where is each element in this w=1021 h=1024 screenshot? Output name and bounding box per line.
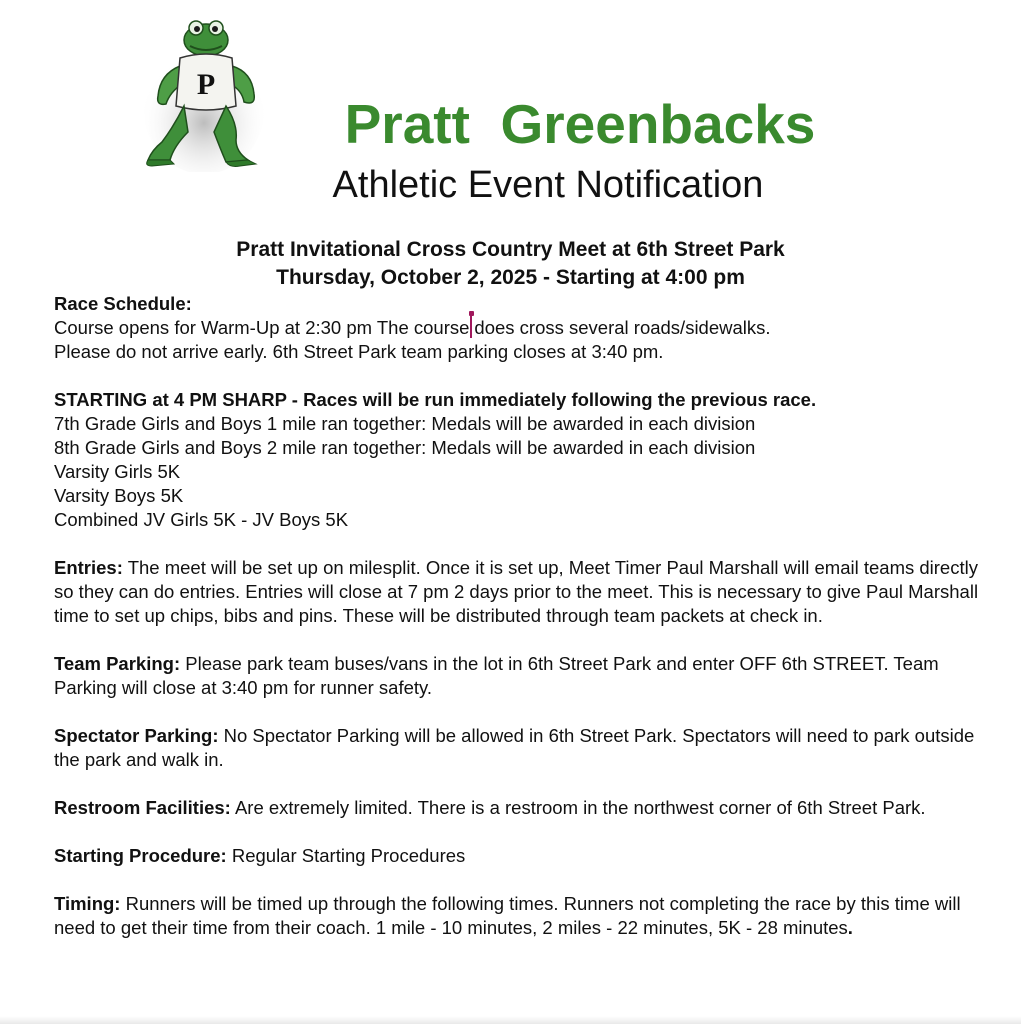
race-item: Varsity Boys 5K [54,485,184,506]
spectator-parking-section [54,724,984,772]
mascot-letter: P [196,68,216,101]
starting-procedure-text: Regular Starting Procedures [226,845,466,866]
team-parking-text: Please park team buses/vans in the lot in 6th Street Park and enter OFF 6th STREET. Team Parking will close at 3:40 pm for runner safety. [54,653,939,698]
school-name: Pratt Greenbacks [344,93,816,155]
race-schedule-line-1 [54,316,984,340]
event-date: Thursday, October 2, 2025 - Starting at 4:00 pm [276,266,745,289]
race-item: Varsity Girls 5K [54,461,181,482]
race-schedule-label: Race Schedule: [54,293,192,314]
team-parking-section [54,652,984,700]
entries-section [54,556,984,628]
page-subtitle: Athletic Event Notification [332,164,764,206]
race-schedule-line-2: Please do not arrive early. 6th Street Park team parking closes at 3:40 pm. [54,341,664,362]
race-item: 8th Grade Girls and Boys 2 mile ran together: Medals will be awarded in each division [54,437,756,458]
restroom-section [54,796,984,820]
starting-procedure-label: Starting Procedure: [54,845,227,866]
timing-end: . [847,917,853,938]
race-item: Combined JV Girls 5K - JV Boys 5K [54,509,349,530]
entries-label: Entries: [54,557,123,578]
timing-text: Runners will be timed up through the following times. Runners not completing the race by this time will need to get their time from their coach. 1 mile - 10 minutes, 2 miles - 22 minutes, 5K - 28 minutes [54,893,961,938]
starting-procedure-section [54,844,984,868]
event-title: Pratt Invitational Cross Country Meet at 6th Street Park [236,238,785,261]
team-parking-label: Team Parking: [54,653,181,674]
page-bottom-edge [0,1016,1021,1024]
notice-body [54,292,984,940]
spectator-parking-text: No Spectator Parking will be allowed in 6th Street Park. Spectators will need to park outside the park and walk in. [54,725,975,770]
restroom-text: Are extremely limited. There is a restroom in the northwest corner of 6th Street Park. [230,797,926,818]
timing-section [54,892,984,940]
schedule-text-b: does cross several roads/sidewalks. [474,317,771,338]
event-header [0,236,1021,292]
spectator-parking-label: Spectator Parking: [54,725,219,746]
timing-label: Timing: [54,893,121,914]
restroom-label: Restroom Facilities: [54,797,231,818]
starting-heading: STARTING at 4 PM SHARP - Races will be run immediately following the previous race. [54,389,817,410]
schedule-text-a: Course opens for Warm-Up at 2:30 pm The course [54,317,470,338]
race-item: 7th Grade Girls and Boys 1 mile ran together: Medals will be awarded in each division [54,413,756,434]
entries-text: The meet will be set up on milesplit. Once it is set up, Meet Timer Paul Marshall will email teams directly so they can do entries. Entries will close at 7 pm 2 days prior to the meet. This is necessary to give Paul Marshall time to set up chips, bibs and pins. These will be distributed through team packets at check in. [54,557,979,626]
text-cursor [470,316,472,338]
